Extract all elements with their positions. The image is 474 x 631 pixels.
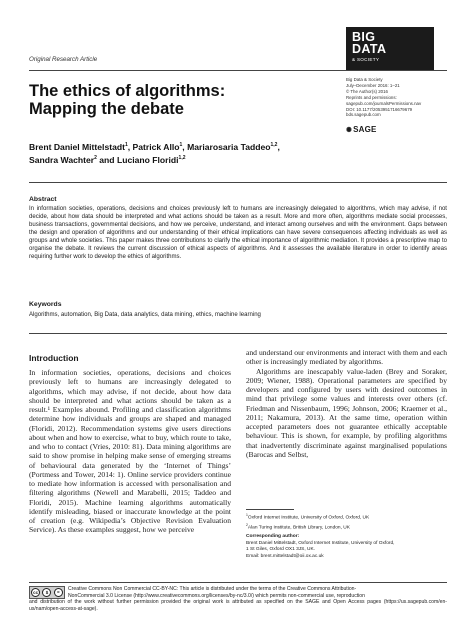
body-column-right (246, 348, 447, 459)
corresponding-author-details (246, 541, 447, 560)
corr-line-2: 1 St Giles, Oxford OX1 3JS, UK. (246, 547, 316, 553)
author-name: Brent Daniel Mittelstadt (29, 141, 125, 152)
title-line-2: Mapping the debate (29, 100, 184, 118)
keywords-heading: Keywords (29, 301, 62, 308)
journal-issue: July–December 2016: 1–21 (346, 82, 400, 88)
noncommercial-icon: $ (42, 588, 51, 597)
journal-name: Big Data & Society (346, 77, 383, 82)
journal-logo (346, 27, 434, 71)
author-name: Sandra Wachter (29, 155, 95, 166)
affiliation-2-text: Alan Turing Institute, British Library, London, UK (247, 525, 350, 531)
cc-icon: cc (33, 590, 39, 595)
body-column-left (29, 368, 231, 535)
abstract-heading: Abstract (29, 196, 57, 203)
authors-rule (29, 182, 447, 183)
affiliation-1 (246, 512, 447, 522)
article-type-label: Original Research Article (29, 56, 98, 63)
title-line-1: The ethics of algorithms: (29, 82, 226, 100)
logo-line-society: & SOCIETY (352, 57, 380, 62)
affiliation-1-sup: 1 (246, 513, 248, 517)
sage-star-icon: ✺ (346, 127, 353, 134)
affiliation-2 (246, 522, 447, 532)
introduction-heading: Introduction (29, 353, 79, 363)
abstract-text: In information societies, operations, decisions and choices previously left to humans are increasingly delegated to algorithms, which may advise, if not decide, about how data should be interpreted and what actions should be taken as a result. More and more often, algorithms mediate social processes, business transactions, governmental decisions, and how we perceive, understand, and interact among ourselves and with the environment. Gaps between the design and operation of algorithms and our understanding of their ethical implications can have severe consequences affecting individuals as well as groups and whole societies. This paper makes three contributions to clarify the ethical importance of algorithmic mediation. It provides a prescriptive map to organise the debate. It reviews the current discussion of ethical aspects of algorithms. And it assesses the available literature in order to identify areas requiring further work to develop the ethics of algorithms. (29, 206, 447, 260)
affiliation-2-sup: 2 (246, 523, 248, 527)
logo-line-data: DATA (352, 42, 387, 56)
affiliations-rule (246, 509, 294, 510)
author-name: Luciano Floridi (116, 155, 179, 166)
author-affiliation-sup: 1 (124, 142, 128, 148)
license-line-1: Creative Commons Non Commercial CC-BY-NC: This article is distributed under the terms of the Creative Commons Attribution- (68, 586, 357, 592)
journal-url[interactable]: bds.sagepub.com (346, 112, 381, 118)
article-title (29, 82, 225, 118)
keywords-text: Algorithms, automation, Big Data, data analytics, data mining, ethics, machine learning (29, 312, 261, 318)
sage-logo (346, 125, 377, 134)
sage-logo-text: SAGE (353, 125, 377, 134)
author-list: Brent Daniel Mittelstadt$^1$, Patrick Allo$^1$, Mariarosaria Taddeo$^{1,2}$, Sandra Wachter$^2$ and Luciano Floridi$^{1,2}$ (29, 141, 280, 166)
permissions-link[interactable]: sagepub.com/journalsPermissions.nav (346, 100, 422, 106)
noderivs-icon: = (54, 588, 63, 597)
corr-email[interactable]: Email: brent.mittelstadt@oii.ox.ac.uk (246, 553, 324, 559)
intro-paragraph-1-cont: and understand our environments and interact with them and each other is increasingly mediated by algorithms. (246, 348, 447, 367)
license-line-2: NonCommercial 3.0 License (http://www.creativecommons.org/licenses/by-nc/3.0/) which permits non-commercial use, reproduction (68, 592, 365, 599)
author-affiliation-sup: 1,2 (178, 155, 186, 162)
author-name: Mariarosaria Taddeo (187, 141, 271, 152)
cc-license-badge (29, 586, 65, 599)
author-affiliation-sup: 1 (179, 142, 183, 148)
logo-line-big: BIG (352, 30, 376, 44)
keywords-rule (29, 333, 447, 334)
license-text (68, 586, 447, 593)
intro-paragraph-1: In information societies, operations, decisions and choices previously left to humans are increasingly delegated to algorithms, which may advise, if not decide, about how data should be interpreted and what actions should be taken as a result.¹ Examples abound. Profiling and classification algorithms determine how individuals and groups are shaped and managed (Floridi, 2012). Recommendation systems give users directions about when and how to exercise, what to buy, which route to take, and who to contact (Vries, 2010: 81). Data mining algorithms are said to show promise in helping make sense of emerging streams of behavioural data generated by the ‘Internet of Things’ (Portmess and Tower, 2014: 1). Online service providers continue to mediate how information is accessed with personalisation and filtering algorithms (Newell and Marabelli, 2015; Taddeo and Floridi, 2015). Machine learning algorithms automatically identify misleading, biased or inaccurate knowledge at the point of creation (e.g. Wikipedia’s Objective Revision Evaluation Service). As these examples suggest, how we perceive (29, 368, 231, 535)
license-text-rest: and distribution of the work without further permission provided the original work is attributed as specified on the SAGE and Open Access pages (https://us.sagepub.com/en-us/nam/open-access-at-sage). (29, 599, 447, 612)
footer-rule (29, 582, 447, 583)
affiliations (246, 512, 447, 532)
corresponding-author-heading: Corresponding author: (246, 534, 300, 539)
author-affiliation-sup: 2 (94, 155, 97, 162)
author-affiliation-sup: 1,2 (270, 142, 278, 148)
affiliation-1-text: Oxford Internet Institute, University of Oxford, Oxford, UK (247, 515, 370, 521)
corr-line-1: Brent Daniel Mittelstadt, Oxford Internet Institute, University of Oxford, (246, 541, 395, 546)
author-name: Patrick Allo (132, 141, 180, 152)
journal-meta (346, 77, 456, 118)
copyright: © The Author(s) 2016 (346, 88, 388, 94)
doi[interactable]: DOI: 10.1177/2053951716679679 (346, 106, 413, 112)
reprints-label: Reprints and permissions: (346, 94, 397, 100)
header-rule (29, 70, 447, 71)
intro-paragraph-2: Algorithms are inescapably value-laden (Brey and Soraker, 2009; Wiener, 1988). Operational parameters are specified by developers and configured by users with desired outcomes in mind that privilege some values and interests over others (cf. Friedman and Nissenbaum, 1996; Johnson, 2006; Kraemer et al., 2011; Nakamura, 2013). At the same time, operation within accepted parameters does not guarantee ethically acceptable behaviour. This is shown, for example, by profiling algorithms that inadvertently discriminate against marginalised populations (Barocas and Selbst, (246, 366, 447, 459)
